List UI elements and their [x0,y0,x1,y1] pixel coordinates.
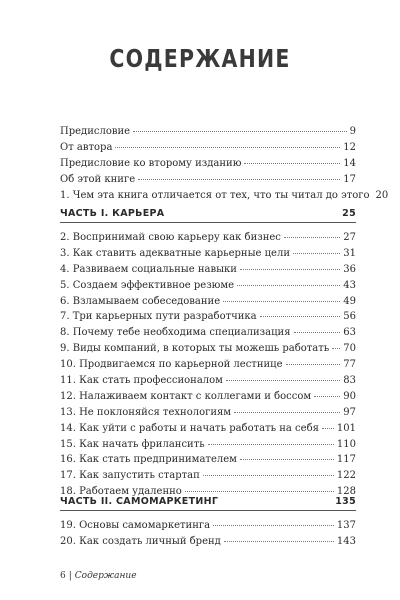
toc-entry-label: 3. Как ставить адекватные карьерные цели [60,247,290,259]
toc-entry[interactable] [60,452,356,468]
toc-entry-label: 5. Создаем эффективное резюме [60,279,235,291]
toc-entry-page: 27 [343,232,356,243]
leader-dots [224,541,334,542]
toc-entry[interactable] [60,341,356,357]
toc-entry-label: 4. Развиваем социальные навыки [60,263,237,275]
leader-dots [133,131,347,132]
toc-entry-page: 101 [336,422,356,434]
leader-dots [223,301,340,302]
leader-dots [293,253,340,254]
part-rule [60,510,356,511]
toc-entry-label: 17. Как запустить стартап [60,470,200,482]
toc-entry-page: 56 [343,311,356,323]
toc-entry-label: 2. Воспринимай свою карьеру как бизнес [60,232,281,243]
leader-dots [138,179,340,180]
leader-dots [115,147,340,148]
toc-entry-page: 14 [343,157,356,169]
footer-page-number: 6 [60,571,66,581]
leader-dots [240,459,334,460]
leader-dots [294,332,341,333]
toc-entry[interactable] [60,373,356,389]
leader-dots [234,412,340,413]
toc-entry-label: 6. Взламываем собеседование [60,295,221,307]
part-heading-1[interactable] [60,208,356,219]
toc-entry-label: Об этой книге [60,173,136,185]
leader-dots [203,475,334,476]
footer-title: Содержание [74,571,137,581]
toc-entry-label: 7. Три карьерных пути разработчика [60,311,257,323]
toc-entry-label: 9. Виды компаний, в которых ты можешь работать [60,343,330,355]
part-rule [60,222,356,223]
toc-entry-label: 12. Налаживаем контакт с коллегами и боссом [60,390,312,402]
toc-entry-page: 128 [336,486,356,498]
toc-entry-label: Предисловие [60,126,131,137]
toc-entry-page: 31 [343,247,356,259]
leader-dots [260,316,341,317]
toc-entry[interactable] [60,437,356,453]
toc-entry-page: 110 [336,438,356,450]
toc-entry[interactable] [60,421,356,437]
toc-entry-page: 63 [343,327,356,339]
toc-entry[interactable] [60,262,356,278]
leader-dots [332,348,340,349]
leader-dots [185,491,334,492]
part-heading-2[interactable] [60,496,356,507]
toc-entry-label: От автора [60,141,113,153]
toc-entry-page: 90 [343,390,356,402]
toc-entry-page: 83 [343,375,356,387]
toc-front-list [60,124,389,203]
leader-dots [314,396,340,397]
toc-entry-page: 97 [343,406,356,418]
toc-entry-label: 8. Почему тебе необходима специализация [60,327,291,339]
page-title: СОДЕРЖАНИЕ [109,44,291,73]
toc-entry-page: 70 [343,343,356,355]
toc-entry[interactable] [60,518,356,534]
leader-dots [322,428,334,429]
page-footer [60,571,137,581]
toc-entry-label: 14. Как уйти с работы и начать работать на себя [60,422,319,434]
toc-entry[interactable] [60,405,356,421]
toc-entry-page: 43 [343,279,356,291]
toc-entry[interactable] [60,140,356,156]
toc-entry[interactable] [60,230,356,246]
toc-entry-label: 18. Работаем удаленно [60,486,182,498]
toc-entry[interactable] [60,188,389,204]
toc-entry-label: 1. Чем эта книга отличается от тех, что ты читал до этого [60,189,370,201]
toc-entry-page: 20 [375,189,389,201]
toc-entry-page: 36 [343,263,356,275]
toc-entry-label: 16. Как стать предпринимателем [60,454,237,466]
toc-entry-label: 11. Как стать профессионалом [60,375,223,387]
toc-entry-page: 77 [343,359,356,371]
toc-entry[interactable] [60,389,356,405]
leader-dots [286,364,341,365]
toc-entry[interactable] [60,468,356,484]
toc-part2-list [60,518,356,550]
toc-entry-page: 137 [336,520,356,531]
toc-entry-label: 15. Как начать фрилансить [60,438,205,450]
part-page: 135 [335,496,356,507]
toc-entry[interactable] [60,309,356,325]
toc-entry-page: 122 [336,470,356,482]
toc-entry[interactable] [60,246,356,262]
leader-dots [213,525,334,526]
leader-dots [240,269,340,270]
toc-entry-label: 13. Не поклоняйся технологиям [60,406,232,418]
toc-entry[interactable] [60,325,356,341]
toc-entry[interactable] [60,124,356,140]
leader-dots [244,163,340,164]
leader-dots [284,237,340,238]
part-title: ЧАСТЬ II. САМОМАРКЕТИНГ [60,496,219,507]
toc-entry-label: 19. Основы самомаркетинга [60,520,211,531]
toc-entry-page: 12 [343,141,356,153]
part-page: 25 [342,208,356,219]
toc-entry[interactable] [60,534,356,550]
toc-entry-page: 49 [343,295,356,307]
toc-entry[interactable] [60,156,356,172]
toc-entry-label: 20. Как создать личный бренд [60,535,221,547]
footer-separator: | [68,571,72,581]
toc-entry-page: 17 [343,173,356,185]
toc-entry[interactable] [60,294,356,310]
toc-entry-page: 9 [349,126,356,137]
leader-dots [237,285,340,286]
toc-entry[interactable] [60,278,356,294]
toc-entry-label: Предисловие ко второму изданию [60,157,242,169]
toc-entry-label: 10. Продвигаемся по карьерной лестнице [60,359,283,371]
leader-dots [208,444,334,445]
toc-entry-page: 143 [336,535,356,547]
toc-part1-list [60,230,356,500]
leader-dots [226,380,340,381]
toc-entry[interactable] [60,357,356,373]
toc-entry-page: 117 [336,454,356,466]
toc-entry[interactable] [60,172,356,188]
part-title: ЧАСТЬ I. КАРЬЕРА [60,208,165,219]
